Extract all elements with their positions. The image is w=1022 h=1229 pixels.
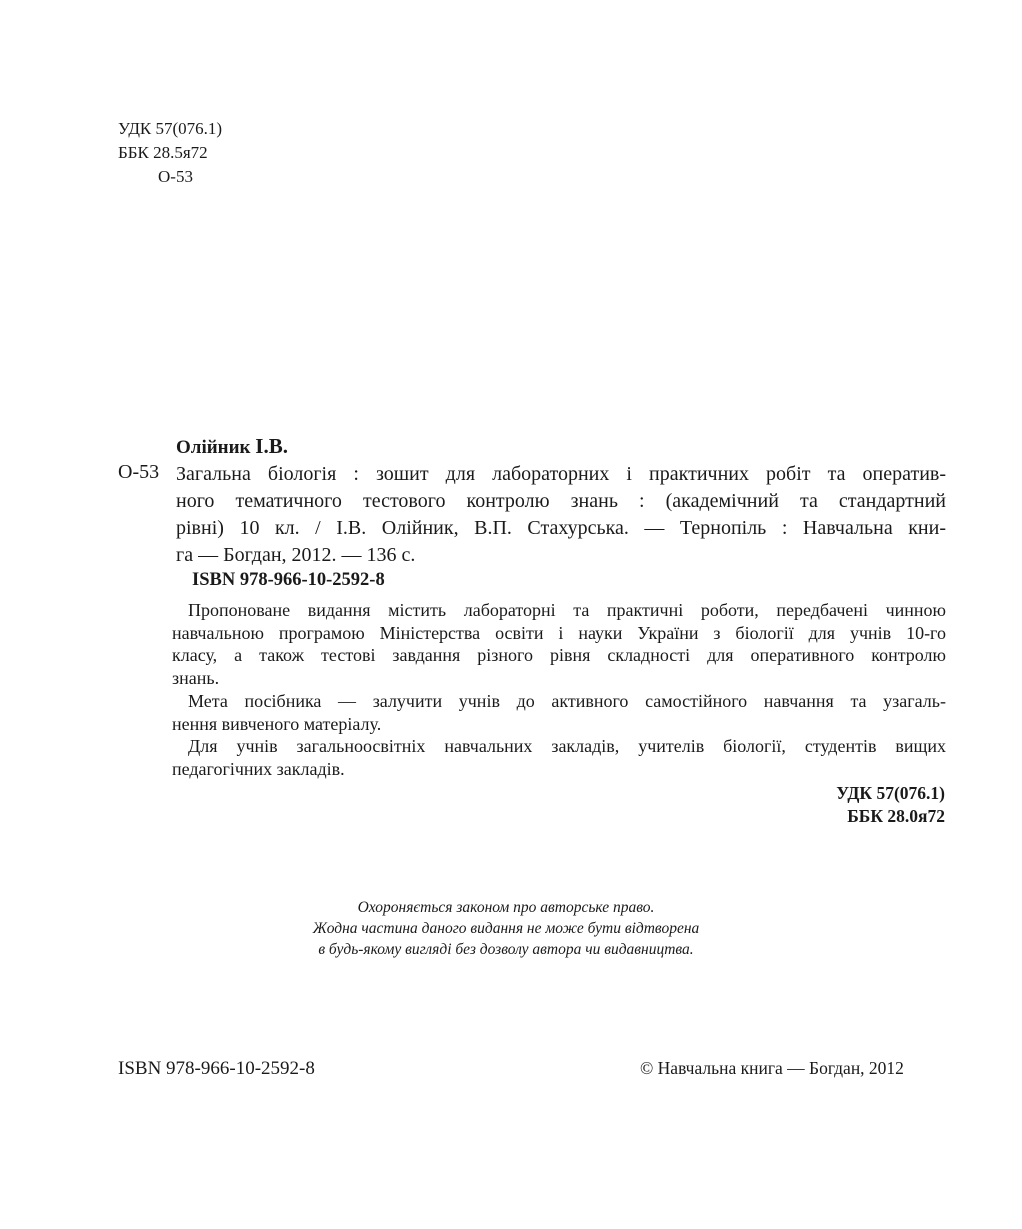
udk-code: УДК 57(076.1)	[118, 119, 223, 138]
footer-isbn: ISBN 978-966-10-2592-8	[118, 1058, 315, 1079]
description-line: рівні) 10 кл. / І.В. Олійник, В.П. Стахурська. — Тернопіль : Навчальна кни-	[176, 517, 946, 539]
entry-isbn: ISBN 978-966-10-2592-8	[192, 570, 385, 590]
annotation-line: Пропоноване видання містить лабораторні та практичні роботи, передбачені чинною	[188, 600, 946, 620]
description-line: га — Богдан, 2012. — 136 с.	[176, 544, 416, 566]
author-heading	[176, 434, 288, 459]
author-surname: Олійник	[176, 437, 251, 458]
copyright-notice-line: в будь-якому вигляді без дозволу автора чи видавництва.	[318, 941, 694, 958]
classification-codes-right	[700, 782, 945, 828]
annotation-line: класу, а також тестові завдання різного рівня складності для оперативного контролю	[172, 645, 946, 666]
footer-copyright: © Навчальна книга — Богдан, 2012	[640, 1058, 904, 1078]
description-line: ного тематичного тестового контролю знань : (академічний та стандартний	[176, 490, 946, 512]
annotation-line: Для учнів загальноосвітніх навчальних закладів, учителів біології, студентів вищих	[188, 736, 946, 757]
author-initials: І.В.	[255, 434, 288, 458]
bbk-code: ББК 28.5я72	[118, 143, 208, 162]
udk-code-right: УДК 57(076.1)	[836, 783, 945, 803]
annotation	[172, 599, 946, 781]
bbk-code-right: ББК 28.0я72	[847, 806, 945, 826]
copyright-notice-line: Жодна частина даного видання не може бути відтворена	[312, 920, 700, 937]
copyright-notice-line: Охороняється законом про авторське право.	[357, 899, 655, 916]
classification-codes-block	[118, 117, 222, 189]
entry-cutter-code: О-53	[118, 461, 160, 483]
description-line: Загальна біологія : зошит для лабораторних і практичних робіт та оператив-	[176, 463, 946, 485]
copyright-notice	[200, 897, 812, 960]
annotation-line: навчальною програмою Міністерства освіти і науки України з біології для учнів 10-го	[172, 622, 946, 643]
annotation-line: педагогічних закладів.	[172, 758, 345, 779]
annotation-line: Мета посібника — залучити учнів до активного самостійного навчання та узагаль-	[188, 690, 946, 711]
bibliographic-description	[176, 461, 946, 569]
cutter-code: О-53	[158, 167, 193, 186]
annotation-line: знань.	[172, 668, 220, 689]
annotation-line: нення вивченого матеріалу.	[172, 713, 382, 734]
